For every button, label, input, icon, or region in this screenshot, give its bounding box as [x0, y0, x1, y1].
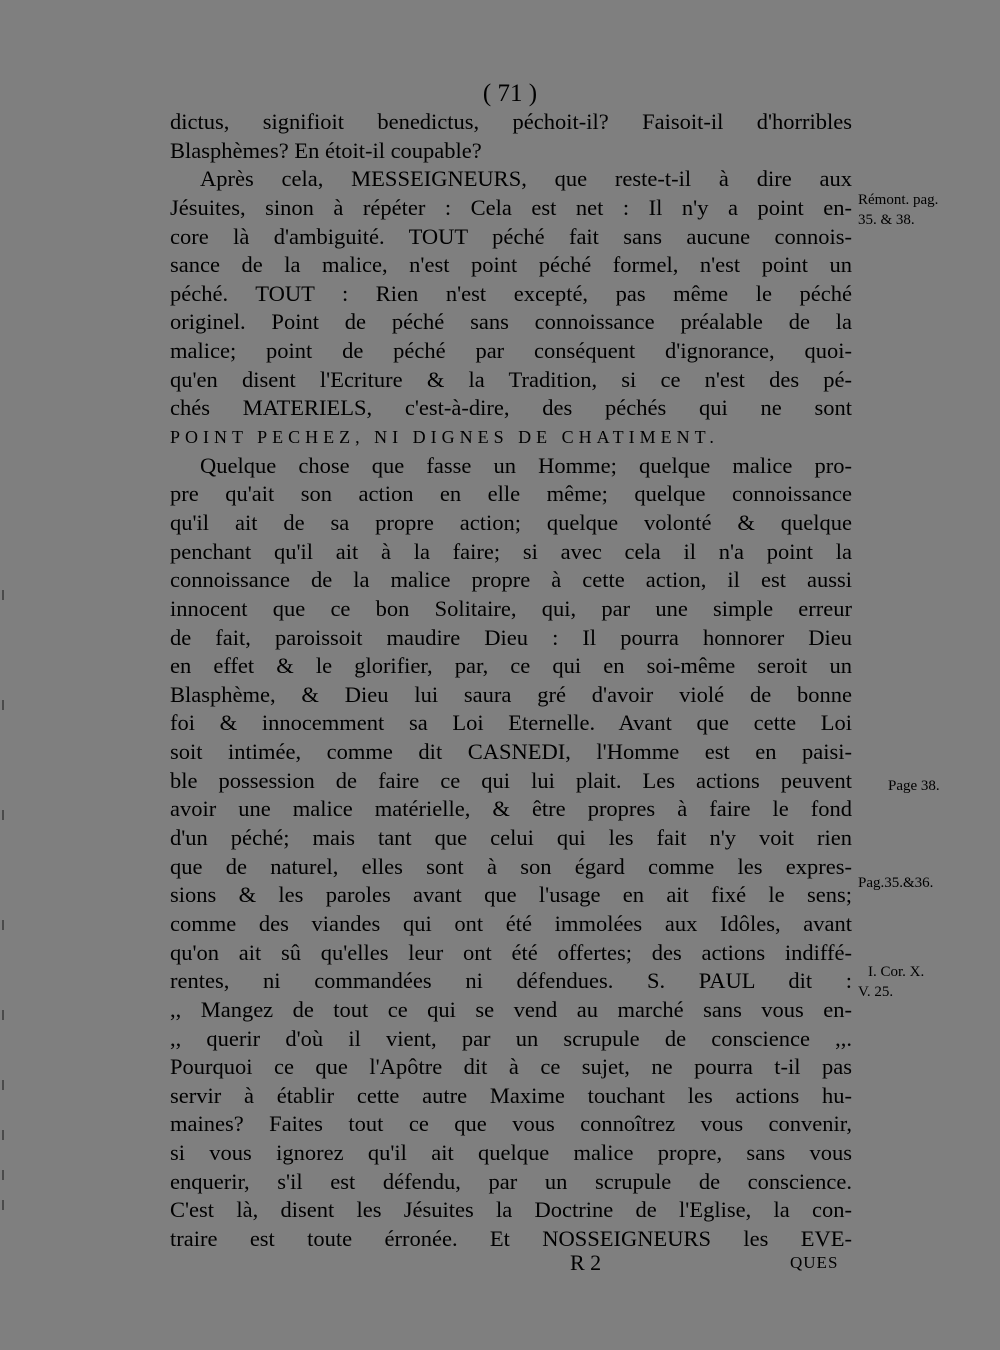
scan-edge-marks	[2, 590, 6, 1230]
text-line: core là d'ambiguité. TOUT péché fait sans aucune connois-	[170, 223, 852, 249]
text-line: sions & les paroles avant que l'usage en ait fixé le sens;	[170, 882, 852, 908]
catchword: QUES	[790, 1253, 839, 1272]
text-line: qu'on ait sû qu'elles leur ont été offertes; des actions indiffé-	[170, 939, 852, 965]
page-number: ( 71 )	[482, 80, 538, 107]
text-line: dictus, signifioit benedictus, péchoit-il? Faisoit-il d'horribles	[170, 109, 852, 134]
text-line: d'un péché; mais tant que celui qui les fait n'y voit rien	[170, 825, 852, 851]
text-line: connoissance de la malice propre à cette action, il est aussi	[170, 567, 852, 593]
text-line: pre qu'ait son action en elle même; quelque connoissance	[170, 481, 852, 507]
text-line: de fait, paroissoit maudire Dieu : Il pourra honnorer Dieu	[170, 624, 852, 650]
text-line: Après cela, MESSEIGNEURS, que reste-t-il à dire aux	[200, 166, 852, 192]
text-line: C'est là, disent les Jésuites la Doctrine de l'Eglise, la con-	[170, 1197, 852, 1223]
text-line: POINT PECHEZ, NI DIGNES DE CHATIMENT.	[170, 427, 719, 448]
text-line: péché. TOUT : Rien n'est excepté, pas même le péché	[170, 280, 852, 306]
signature-mark: R 2	[570, 1250, 602, 1275]
text-line: originel. Point de péché sans connoissance préalable de la	[170, 309, 852, 335]
text-line: qu'en disent l'Ecriture & la Tradition, si ce n'est des pé-	[170, 366, 852, 392]
body-text	[170, 108, 852, 1254]
text-line: ,, Mangez de tout ce qui se vend au marché sans vous en-	[170, 996, 852, 1022]
text-line: ,, querir d'où il vient, par un scrupule de conscience ,,.	[170, 1025, 852, 1051]
text-line: foi & innocemment sa Loi Eternelle. Avant que cette Loi	[170, 710, 852, 736]
text-line: Blasphème, & Dieu lui saura gré d'avoir violé de bonne	[170, 681, 852, 707]
margin-note: Rémont. pag.	[858, 192, 939, 208]
text-line: rentes, ni commandées ni défendues. S. PAUL dit :	[170, 968, 852, 994]
text-line: que de naturel, elles sont à son égard comme les expres-	[170, 853, 852, 879]
text-line: chés MATERIELS, c'est-à-dire, des péchés qui ne sont	[170, 395, 852, 421]
text-line: Jésuites, sinon à répéter : Cela est net : Il n'y a point en-	[170, 194, 852, 220]
text-line: avoir une malice matérielle, & être propres à faire le fond	[170, 796, 852, 822]
text-line: enquerir, s'il est défendu, par un scrupule de conscience.	[170, 1168, 852, 1194]
text-line: Pourquoi ce que l'Apôtre dit à ce sujet, ne pourra t-il pas	[170, 1054, 852, 1080]
margin-note: Pag.35.&36.	[858, 875, 934, 891]
text-line: malice; point de péché par conséquent d'ignorance, quoi-	[170, 338, 852, 364]
text-line: Quelque chose que fasse un Homme; quelque malice pro-	[200, 452, 852, 478]
text-line: soit intimée, comme dit CASNEDI, l'Homme est en paisi-	[170, 739, 852, 765]
text-line: ble possession de faire ce qui lui plait. Les actions peuvent	[170, 767, 852, 793]
margin-note: V. 25.	[858, 984, 894, 1000]
text-line: servir à établir cette autre Maxime touchant les actions hu-	[170, 1082, 852, 1108]
text-line: si vous ignorez qu'il ait quelque malice propre, sans vous	[170, 1140, 852, 1166]
text-line: comme des viandes qui ont été immolées aux Idôles, avant	[170, 910, 852, 936]
text-line: en effet & le glorifier, par, ce qui en soi-même seroit un	[170, 653, 852, 679]
text-line: innocent que ce bon Solitaire, qui, par une simple erreur	[170, 595, 852, 621]
text-line: Blasphèmes? En étoit-il coupable?	[170, 137, 482, 163]
margin-note: Page 38.	[888, 778, 940, 794]
text-line: qu'il ait de sa propre action; quelque volonté & quelque	[170, 509, 852, 535]
text-line: maines? Faites tout ce que vous connoîtrez vous convenir,	[170, 1111, 852, 1137]
margin-note: I. Cor. X.	[868, 964, 925, 980]
margin-note: 35. & 38.	[858, 212, 915, 228]
text-line: penchant qu'il ait à la faire; si avec cela il n'a point la	[170, 538, 852, 564]
text-line: traire est toute érronée. Et NOSSEIGNEURS les EVE-	[170, 1225, 852, 1251]
text-line: sance de la malice, n'est point péché formel, n'est point un	[170, 252, 852, 278]
